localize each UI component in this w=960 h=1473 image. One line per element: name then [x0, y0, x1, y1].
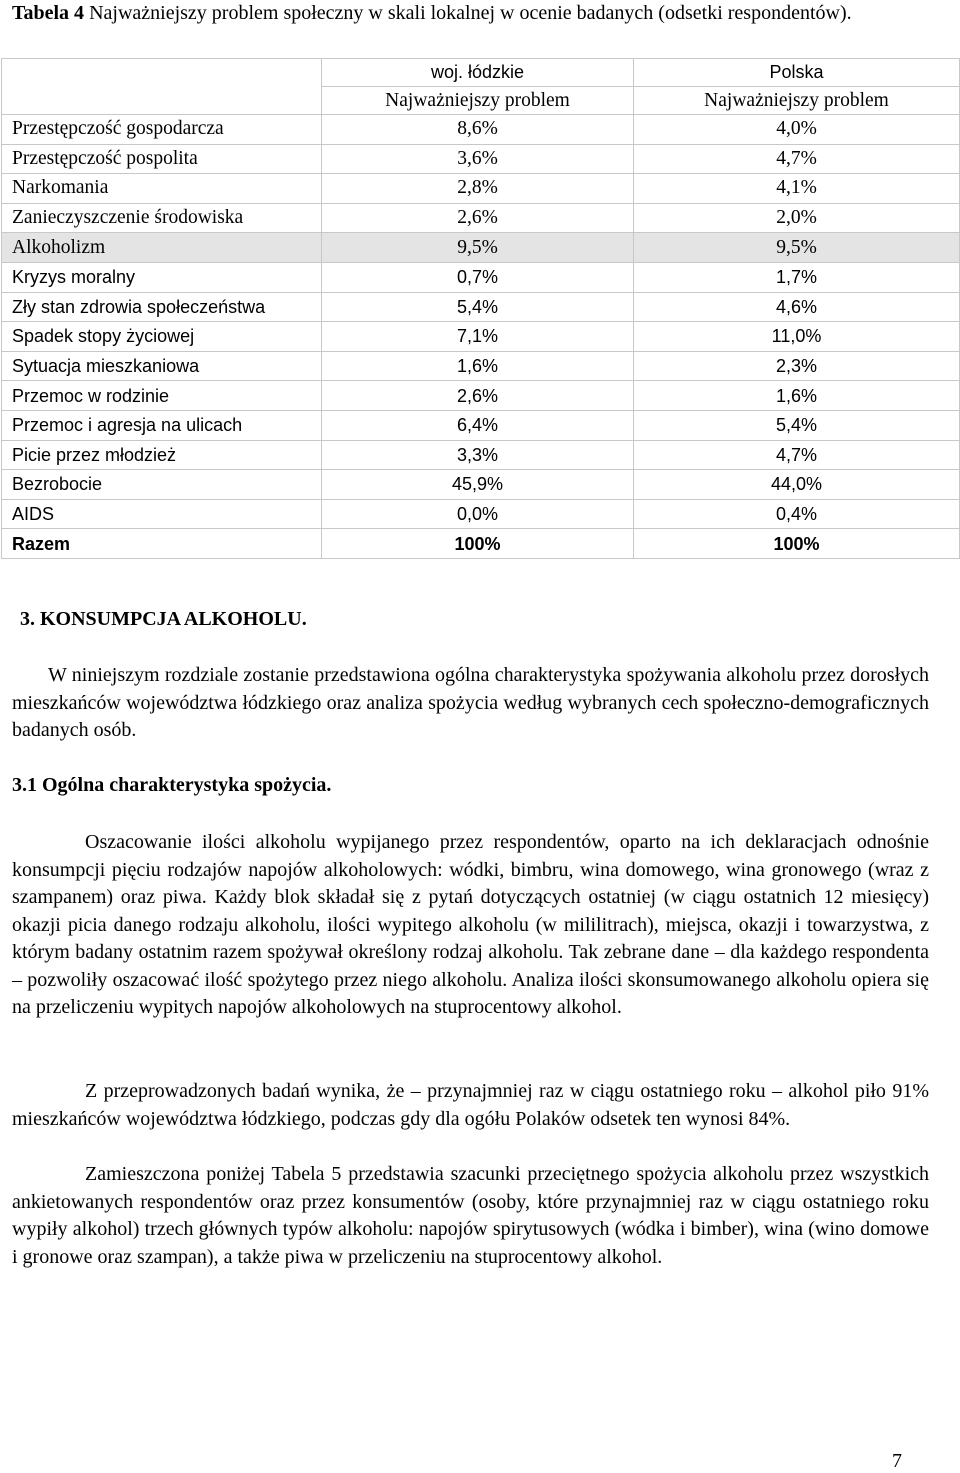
- row-value-lodzkie: 6,4%: [322, 410, 634, 440]
- table-header-row: [2, 59, 960, 87]
- row-value-polska: 4,7%: [634, 440, 960, 470]
- row-label: Alkoholizm: [2, 233, 322, 263]
- table-row: [2, 174, 960, 204]
- header-empty-cell: [2, 59, 322, 115]
- header-polska-label: Polska: [769, 62, 824, 82]
- row-label: Przestępczość pospolita: [2, 144, 322, 174]
- row-value-lodzkie: 45,9%: [322, 470, 634, 500]
- paragraph-table5-intro: Zamieszczona poniżej Tabela 5 przedstawia szacunki przeciętnego spożycia alkoholu przez wszystkich ankietowanych respondentów oraz przez konsumentów (osoby, które przynajmniej raz w ciągu ostatniego roku wypiły alkohol) trzech głównych typów alkoholu: napojów spirytusowych (wódka i bimber), wina (wino domowe i gronowe oraz szampan), a także piwa w przeliczeniu na stuprocentowy alkohol.: [12, 1163, 929, 1268]
- row-value-polska: 4,7%: [634, 144, 960, 174]
- paragraph-results: Z przeprowadzonych badań wynika, że – przynajmniej raz w ciągu ostatniego roku – alkohol piło 91% mieszkańców województwa łódzkiego, podczas gdy dla ogółu Polaków odsetek ten wynosi 84%.: [12, 1080, 929, 1130]
- row-label: Przestępczość gospodarcza: [2, 115, 322, 145]
- table-caption-text: Najważniejszy problem społeczny w skali lokalnej w ocenie badanych (odsetki respondentów).: [84, 2, 852, 24]
- row-value-lodzkie: 0,0%: [322, 499, 634, 529]
- table-row: [2, 499, 960, 529]
- row-value-polska: 44,0%: [634, 470, 960, 500]
- table-row: [2, 381, 960, 411]
- row-value-polska: 4,1%: [634, 174, 960, 204]
- row-value-lodzkie: 8,6%: [322, 115, 634, 145]
- row-value-lodzkie: 1,6%: [322, 351, 634, 381]
- row-label: Kryzys moralny: [2, 262, 322, 292]
- header-region-polska: [634, 59, 960, 87]
- row-value-lodzkie: 0,7%: [322, 262, 634, 292]
- paragraph-methodology: Oszacowanie ilości alkoholu wypijanego przez respondentów, oparto na ich deklaracjach odnośnie konsumpcji pięciu rodzajów napojów alkoholowych: wódki, bimbru, wina domowego, wina gronowego (wraz z szampanem) oraz piwa. Każdy blok składał się z pytań dotyczących ostatniej (w ciągu ostatnich 12 miesięcy) okazji picia danego rodzaju alkoholu, ilości wypitego alkoholu (w mililitrach), miejsca, okazji i towarzystwa, z którym badany ostatnim razem spożywał określony rodzaj alkoholu. Tak zebrane dane – dla każdego respondenta – pozwoliły oszacować ilość spożytego przez niego alkoholu. Analiza ilości skonsumowanego alkoholu opiera się na przeliczeniu wypitych napojów alkoholowych na stuprocentowy alkohol.: [12, 831, 929, 1018]
- page-number: 7: [892, 1450, 902, 1472]
- row-value-lodzkie: 2,6%: [322, 203, 634, 233]
- table-row: [2, 470, 960, 500]
- subheader-lodzkie: [322, 87, 634, 115]
- subheader-lodzkie-label: Najważniejszy problem: [385, 90, 570, 111]
- row-label: Przemoc i agresja na ulicach: [2, 410, 322, 440]
- row-value-polska: 1,7%: [634, 262, 960, 292]
- row-label: AIDS: [2, 499, 322, 529]
- section-heading: 3. KONSUMPCJA ALKOHOLU.: [20, 608, 307, 630]
- row-label: Sytuacja mieszkaniowa: [2, 351, 322, 381]
- row-value-polska: 4,0%: [634, 115, 960, 145]
- table-caption: [12, 0, 930, 27]
- row-value-lodzkie: 5,4%: [322, 292, 634, 322]
- row-value-polska: 2,0%: [634, 203, 960, 233]
- table-row: [2, 144, 960, 174]
- table-row: [2, 410, 960, 440]
- row-value-polska: 4,6%: [634, 292, 960, 322]
- header-lodzkie-label: woj. łódzkie: [430, 62, 525, 82]
- subheader-polska-label: Najważniejszy problem: [704, 90, 889, 111]
- row-value-lodzkie: 7,1%: [322, 322, 634, 352]
- row-value-lodzkie: 2,8%: [322, 174, 634, 204]
- row-label: Zanieczyszczenie środowiska: [2, 203, 322, 233]
- row-label: Picie przez młodzież: [2, 440, 322, 470]
- row-value-polska: 5,4%: [634, 410, 960, 440]
- table-caption-label: Tabela 4: [12, 2, 85, 24]
- row-label: Przemoc w rodzinie: [2, 381, 322, 411]
- row-value-polska: 11,0%: [634, 322, 960, 352]
- row-value-lodzkie: 2,6%: [322, 381, 634, 411]
- row-value-lodzkie: 3,6%: [322, 144, 634, 174]
- table-total-row: [2, 529, 960, 559]
- row-value-polska: 2,3%: [634, 351, 960, 381]
- table-row: [2, 292, 960, 322]
- table-row: [2, 115, 960, 145]
- header-region-lodzkie: [322, 59, 634, 87]
- table-row: [2, 351, 960, 381]
- total-label: Razem: [2, 529, 322, 559]
- table-row: [2, 440, 960, 470]
- row-label: Narkomania: [2, 174, 322, 204]
- table-row: [2, 203, 960, 233]
- paragraph-intro: W niniejszym rozdziale zostanie przedstawiona ogólna charakterystyka spożywania alkoholu przez dorosłych mieszkańców województwa łódzkiego oraz analiza spożycia według wybranych cech społeczno-demograficznych badanych osób.: [12, 664, 929, 741]
- row-value-lodzkie: 3,3%: [322, 440, 634, 470]
- row-label: Zły stan zdrowia społeczeństwa: [2, 292, 322, 322]
- total-polska: 100%: [634, 529, 960, 559]
- total-lodzkie: 100%: [322, 529, 634, 559]
- row-value-polska: 1,6%: [634, 381, 960, 411]
- row-label: Spadek stopy życiowej: [2, 322, 322, 352]
- row-value-polska: 9,5%: [634, 233, 960, 263]
- table-row: [2, 233, 960, 263]
- subsection-heading: 3.1 Ogólna charakterystyka spożycia.: [12, 774, 332, 796]
- row-value-lodzkie: 9,5%: [322, 233, 634, 263]
- row-label: Bezrobocie: [2, 470, 322, 500]
- subheader-polska: [634, 87, 960, 115]
- row-value-polska: 0,4%: [634, 499, 960, 529]
- table-row: [2, 322, 960, 352]
- table-row: [2, 262, 960, 292]
- problems-table: [1, 58, 960, 559]
